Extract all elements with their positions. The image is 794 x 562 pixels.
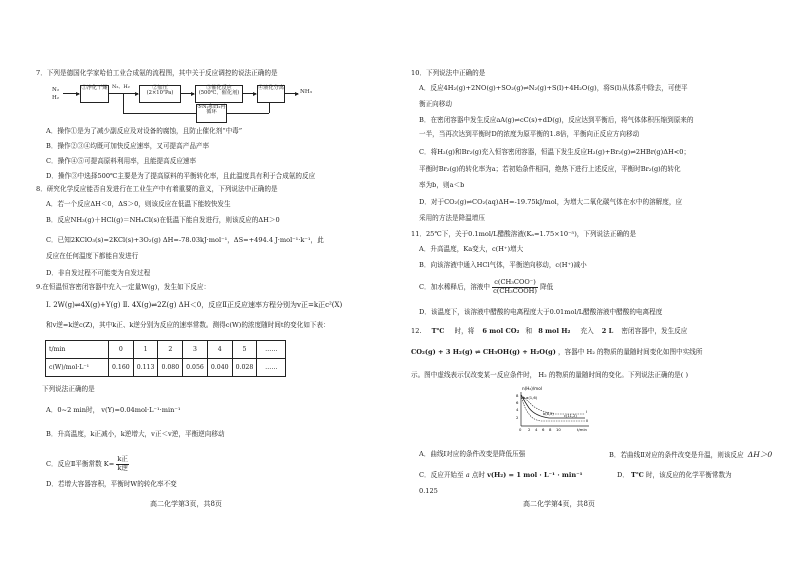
graph-xtick: 4 bbox=[535, 427, 538, 432]
table-cell: …… bbox=[257, 359, 286, 377]
recycle-line-left bbox=[225, 113, 269, 114]
graph-xtick: 10 bbox=[556, 427, 561, 432]
table-cell: 5 bbox=[232, 341, 257, 359]
point-a-label: a(1,6) bbox=[526, 395, 538, 400]
k-numerator: k正 bbox=[117, 455, 128, 463]
q10-option-b-line1: B．在密闭容器中发生反应aA(g)⇌cC(s)+dD(g)，反应达到平衡后，将气体体积压缩到原来的 bbox=[419, 116, 694, 124]
q10-option-c-line1: C．将H₂(g)和Br₂(g)充入恒容密闭容器，恒温下发生反应H₂(g)+Br₂(g)⇌2HBr(g)ΔH<0； bbox=[419, 148, 691, 156]
q11-option-c bbox=[419, 279, 553, 295]
arrow-5 bbox=[284, 93, 298, 94]
graph-ytick: 8 bbox=[516, 393, 519, 398]
graph-xtick: 6 bbox=[542, 427, 545, 432]
acetate-denominator: c(CH₃COOH) bbox=[493, 286, 537, 295]
k-fraction bbox=[116, 456, 129, 472]
q10-option-c-line2: 平衡时Br₂(g)的转化率为a；若初始条件相同，绝热下进行上述反应，平衡时Br₂(g)的转化 bbox=[419, 165, 681, 173]
q9-option-a-rate: v(Y)=0.04mol·L⁻¹·min⁻¹ bbox=[101, 406, 181, 414]
q12-text: 示。图中虚线表示仅改变某一反应条件时， bbox=[411, 371, 537, 379]
left-page-footer: 高二化学第3页，共8页 bbox=[150, 500, 222, 508]
mid-label: N₂、H₂ bbox=[112, 84, 130, 90]
point-a bbox=[523, 397, 525, 399]
table-row-concentration bbox=[46, 359, 286, 377]
table-cell: 0 bbox=[109, 341, 134, 359]
q12-line3 bbox=[411, 372, 688, 380]
q9-option-d: D．若增大容器容积，平衡时W的转化率不变 bbox=[46, 480, 177, 488]
q7-option-c: C．操作④⑤可提高原料利用率，且能提高反应速率 bbox=[46, 157, 197, 165]
q10-option-d-line1: D．对于CO₂(g)⇌CO₂(aq)ΔH=-19.75kJ/mol，为增大二氧化碳气体在水中的溶解度，应 bbox=[419, 198, 683, 206]
q9-option-a bbox=[46, 407, 180, 415]
q9-option-c-text: C．反应Ⅱ平衡常数 bbox=[46, 460, 102, 469]
q10-stem: 10．下列说法中正确的是 bbox=[411, 69, 486, 77]
q8-option-b: B．反应NH₃(g)＋HCl(g)＝NH₄Cl(s)在低温下能自发进行，则该反应的ΔH＞0 bbox=[46, 216, 280, 224]
right-page-footer: 高二化学第4页，共8页 bbox=[523, 500, 595, 508]
q7-option-a: A．操作①是为了减少副反应及对设备的腐蚀，且防止催化剂“中毒” bbox=[46, 127, 243, 135]
q10-option-b-line2: 一半，当再次达到平衡时D的浓度为原平衡的1.8倍，平衡向正反应方向移动 bbox=[419, 130, 640, 138]
q12-option-d-label: D． bbox=[617, 471, 629, 479]
box-catalysis: ③催化反应(500℃、催化剂) bbox=[195, 85, 243, 103]
table-cell: 4 bbox=[207, 341, 232, 359]
q9-option-a-text: A．0~2 min时， bbox=[46, 406, 100, 414]
q10-option-d-line2: 采用的方法是降温增压 bbox=[419, 214, 485, 222]
h2-label: H₂ bbox=[52, 95, 60, 101]
q9-reactions: Ⅰ. 2W(g)⇌4X(g)+Y(g) Ⅱ. 4X(g)⇌2Z(g) ΔH＜0，反应Ⅱ正反应速率方程分别为v正=k正c²(X) bbox=[46, 301, 343, 309]
curve-2-label: Ⅱ bbox=[586, 419, 588, 423]
recycle-line-back bbox=[123, 113, 196, 114]
table-cell: 0.040 bbox=[207, 359, 232, 377]
box-recycle: ⑤N₂和H₂再循环 bbox=[196, 104, 227, 123]
k-denominator: k逆 bbox=[117, 463, 128, 472]
q8-stem: 8．研究化学反应能否自发进行在工业生产中有着重要的意义，下列说法中正确的是 bbox=[36, 185, 278, 193]
recycle-line-down bbox=[269, 102, 270, 113]
q12-option-c-point: a bbox=[465, 471, 470, 479]
graph-ylabel: n(H₂)/mol bbox=[522, 386, 542, 391]
concentration-table bbox=[45, 340, 286, 377]
q9-stem: 9.在恒温恒容密闭容器中充入一定量W(g)，发生如下反应： bbox=[36, 283, 211, 291]
q12-text: 的物质的量随时间的变化。下列说法正确的是( ) bbox=[548, 371, 689, 379]
table-cell: t/min bbox=[46, 341, 109, 359]
q8-option-c-line1: C．已知2KClO₃(s)=2KCl(s)+3O₂(g) ΔH=-78.03kJ·mol⁻¹，ΔS=+494.4 J·mol⁻¹·k⁻¹，此 bbox=[46, 236, 324, 244]
table-cell: 2 bbox=[158, 341, 183, 359]
q12-option-c-rate: v(H₂) = 1 mol · L⁻¹ · min⁻¹ bbox=[487, 471, 583, 479]
q12-option-d bbox=[617, 472, 732, 480]
box-purify: ①净化干燥 bbox=[80, 85, 109, 103]
q12-line1 bbox=[411, 328, 687, 336]
q12-option-d-value: 0.125 bbox=[419, 487, 438, 495]
table-cell: 1 bbox=[133, 341, 158, 359]
q12-option-b bbox=[609, 451, 772, 460]
q12-text: 密闭容器中，发生反应 bbox=[621, 327, 688, 335]
q9-option-c bbox=[46, 456, 129, 472]
q12-h2: H₂ bbox=[538, 371, 547, 379]
curve-1-label: Ⅰ bbox=[586, 410, 588, 414]
q8-option-d: D．非自发过程不可能变为自发过程 bbox=[46, 269, 151, 277]
acetate-numerator: c(CH₃COO⁻) bbox=[492, 279, 538, 288]
arrow-1 bbox=[63, 93, 79, 94]
table-cell: c(W)/mol·L⁻¹ bbox=[46, 359, 109, 377]
q10-option-a-line1: A．反应4H₂(g)+2NO(g)+SO₂(g)⇌N₂(g)+S(l)+4H₂O(g)，将S(l)从体系中除去，可使平 bbox=[419, 84, 688, 92]
q12-option-c-text: C．反应开始至 bbox=[419, 471, 464, 479]
q11-stem: 11．25℃下，关于0.1mol/L醋酸溶液(Kₐ=1.75×10⁻⁵)，下列说法正确的是 bbox=[411, 230, 637, 238]
q12-text: 充入 bbox=[580, 327, 594, 335]
point-b-label: b(8,2) bbox=[543, 412, 554, 416]
arrow-3 bbox=[180, 93, 194, 94]
q10-option-a-line2: 衡正向移动 bbox=[419, 100, 452, 108]
box-liquefy: ④液化分离 bbox=[257, 85, 285, 103]
q12-text: ，容器中 bbox=[557, 348, 585, 356]
q11-option-a: A．升高温度，Ka变大，c(H⁺)增大 bbox=[419, 245, 524, 253]
q12-h2-amount: 8 mol H₂ bbox=[538, 327, 571, 335]
point-c-label: c(11,2) bbox=[564, 414, 577, 418]
q12-text: 和 bbox=[525, 327, 533, 335]
q11-option-c-suffix: 降低 bbox=[540, 283, 554, 292]
q9-option-c-k: K= bbox=[103, 460, 115, 469]
q11-option-d: D．该温度下，该溶液中醋酸的电离程度大于0.01mol/L醋酸溶液中醋酸的电离程度 bbox=[419, 308, 663, 316]
q12-co2-amount: 6 mol CO₂ bbox=[482, 327, 520, 335]
q11-option-b: B．向该溶液中通入HCl气体，平衡逆向移动，c(H⁺)减小 bbox=[419, 261, 587, 269]
q12-volume: 2 L bbox=[601, 327, 614, 335]
q12-temperature: T℃ bbox=[431, 327, 445, 335]
q9-option-b: B．升高温度，k正减小，k逆增大，v正＜v逆，平衡逆向移动 bbox=[46, 430, 225, 438]
q9-rate-text: 和v逆=k逆c(Z)，其中k正、k逆分别为反应的速率常数。测得c(W)的浓度随时间t的变化如下表： bbox=[46, 321, 330, 329]
q8-option-c-line2: 反应在任何温度下都能自发进行 bbox=[46, 252, 139, 260]
table-cell: 0.028 bbox=[232, 359, 257, 377]
nh3-label: NH₃ bbox=[300, 89, 313, 95]
table-row-time bbox=[46, 341, 286, 359]
h2-time-graph bbox=[515, 384, 595, 434]
graph-xlabel: t/min bbox=[577, 427, 587, 432]
graph-ytick: 4 bbox=[516, 407, 519, 412]
q12-number: 12. bbox=[411, 327, 422, 335]
q12-text: 时，将 bbox=[454, 327, 475, 335]
table-cell: 0.080 bbox=[158, 359, 183, 377]
q8-option-a: A．若一个反应ΔH＜0，ΔS＞0，则该反应在低温下能较快发生 bbox=[46, 200, 231, 208]
q12-line2 bbox=[411, 349, 702, 357]
q12-option-d-temp: T℃ bbox=[631, 471, 644, 479]
arrow-4 bbox=[242, 93, 256, 94]
q7-option-d: D．操作③中选择500℃主要是为了提高原料的平衡转化率，且此温度具有利于合成氨的反应 bbox=[46, 172, 316, 180]
n2-label: N₂ bbox=[52, 87, 60, 93]
graph-ytick: 2 bbox=[516, 415, 519, 420]
box-pressurize: ②加压(2×10⁷Pa) bbox=[139, 85, 181, 103]
q9-subprompt: 下列说法正确的是 bbox=[42, 385, 95, 393]
table-cell: 3 bbox=[183, 341, 208, 359]
q12-option-c bbox=[419, 472, 583, 480]
graph-xtick: 2 bbox=[528, 427, 531, 432]
q12-h2: H₂ bbox=[586, 348, 595, 356]
acetate-fraction bbox=[492, 279, 538, 295]
table-cell: 0.160 bbox=[109, 359, 134, 377]
q12-option-b-dh: ΔH＞0 bbox=[747, 450, 773, 459]
table-cell: 0.113 bbox=[133, 359, 158, 377]
q12-option-a: A．曲线Ⅰ对应的条件改变是降低压强 bbox=[419, 450, 526, 458]
q12-option-c-text2: 点时 bbox=[471, 471, 485, 479]
q7-stem: 7．下列是德国化学家哈伯工业合成氨的流程图，其中关于反应调控的说法正确的是 bbox=[36, 69, 278, 77]
graph-ytick: 6 bbox=[516, 400, 519, 405]
q12-text: 的物质的量随时间变化如图中实线所 bbox=[596, 348, 703, 356]
graph-ytick: 0 bbox=[519, 427, 522, 432]
table-cell: …… bbox=[257, 341, 286, 359]
table-cell: 0.056 bbox=[183, 359, 208, 377]
graph-xtick: 8 bbox=[549, 427, 552, 432]
q12-option-d-text: 时，该反应的化学平衡常数为 bbox=[645, 471, 732, 479]
recycle-line-up bbox=[123, 94, 124, 113]
right-page bbox=[397, 0, 794, 562]
q10-option-c-line3: 率为b，则a＜b bbox=[419, 181, 465, 189]
q12-option-b-text: B．若曲线Ⅱ对应的条件改变是升温，则该反应 bbox=[609, 451, 744, 459]
q11-option-c-prefix: C．加水稀释后，溶液中 bbox=[419, 283, 490, 292]
q12-equation: CO₂(g) + 3 H₂(g) ⇌ CH₃OH(g) + H₂O(g) bbox=[411, 348, 556, 356]
q7-option-b: B．操作②③④均既可加快反应速率，又可提高产品产率 bbox=[46, 142, 210, 150]
